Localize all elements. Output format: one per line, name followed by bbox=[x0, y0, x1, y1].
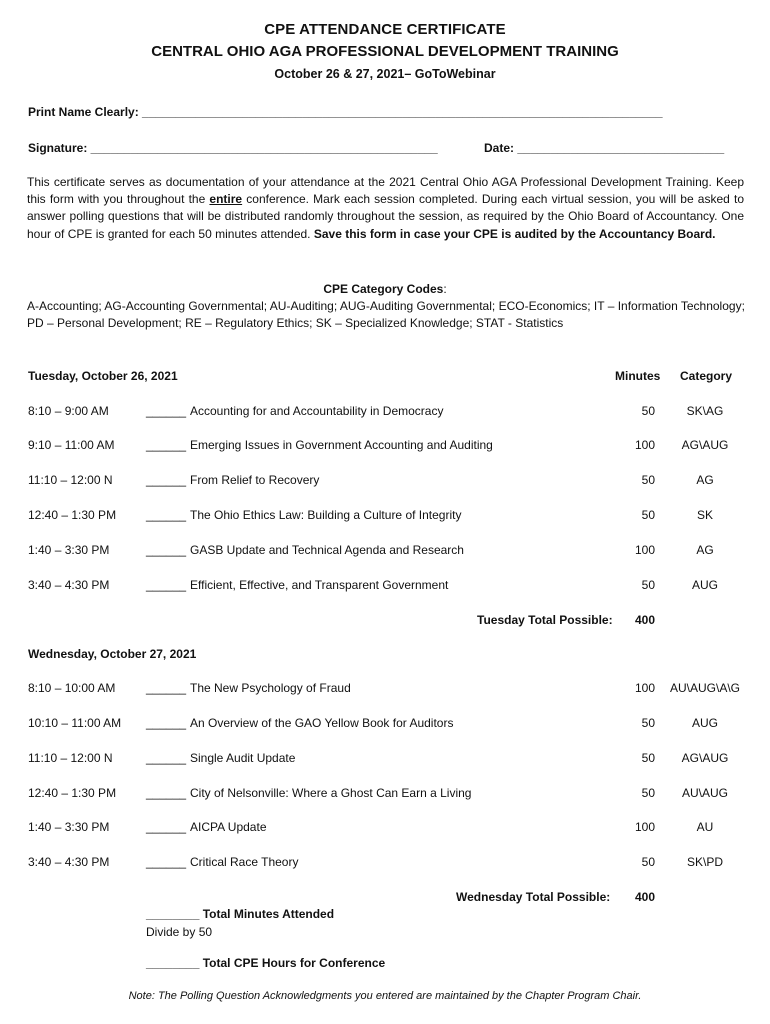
session-checkoff-blank[interactable]: ______ bbox=[146, 786, 187, 800]
session-checkoff-blank[interactable]: ______ bbox=[146, 404, 187, 418]
session-time: 1:40 – 3:30 PM bbox=[28, 543, 110, 557]
session-minutes: 50 bbox=[641, 508, 655, 522]
tuesday-total-value: 400 bbox=[634, 613, 655, 627]
session-row bbox=[0, 473, 770, 491]
session-category: AG\AUG bbox=[681, 751, 729, 765]
category-codes-list: A-Accounting; AG-Accounting Governmental; AU-Auditing; AUG-Auditing Governmental; ECO-Economics; IT – Information Technology; PD – Personal Development; RE – Regulatory Ethics; SK – Specialized Knowledge; STAT - Statistics bbox=[27, 299, 745, 330]
category-column-header: Category bbox=[680, 369, 733, 383]
session-minutes: 100 bbox=[634, 543, 655, 557]
session-row bbox=[0, 716, 770, 734]
minutes-column-header: Minutes bbox=[615, 369, 661, 383]
event-dates: October 26 & 27, 2021– GoToWebinar bbox=[274, 67, 496, 81]
certificate-title: CPE ATTENDANCE CERTIFICATE bbox=[264, 21, 506, 38]
session-title: GASB Update and Technical Agenda and Research bbox=[190, 543, 464, 557]
session-minutes: 50 bbox=[641, 855, 655, 869]
session-row bbox=[0, 786, 770, 804]
session-category: AU bbox=[696, 820, 714, 834]
session-checkoff-blank[interactable]: ______ bbox=[146, 543, 187, 557]
total-minutes-line bbox=[146, 907, 334, 921]
signature-field[interactable]: Signature: ____________________________________________________ bbox=[28, 141, 438, 155]
intro-text-2: conference. Mark each session completed. During each virtual session, you will be asked to answer polling questions that will be distributed randomly throughout the session, as required by the Ohio Board of Accountancy. One hour of CPE is granted for each 50 minutes attended. bbox=[27, 192, 744, 241]
session-minutes: 50 bbox=[641, 751, 655, 765]
session-title: The New Psychology of Fraud bbox=[190, 681, 351, 695]
session-row bbox=[0, 543, 770, 561]
session-category: AUG bbox=[691, 716, 718, 730]
session-title: AICPA Update bbox=[190, 820, 267, 834]
print-name-field[interactable]: Print Name Clearly: ______________________________________________________________________________ bbox=[28, 105, 663, 119]
session-row bbox=[0, 681, 770, 699]
total-minutes-blank[interactable]: ________ bbox=[146, 907, 200, 921]
session-checkoff-blank[interactable]: ______ bbox=[146, 820, 187, 834]
session-title: The Ohio Ethics Law: Building a Culture of Integrity bbox=[190, 508, 462, 522]
category-codes-heading-colon: : bbox=[443, 282, 447, 296]
total-cpe-blank[interactable]: ________ bbox=[146, 956, 200, 970]
session-row bbox=[0, 508, 770, 526]
session-time: 8:10 – 9:00 AM bbox=[28, 404, 109, 418]
session-time: 10:10 – 11:00 AM bbox=[28, 716, 122, 730]
session-minutes: 50 bbox=[641, 404, 655, 418]
session-time: 8:10 – 10:00 AM bbox=[28, 681, 116, 695]
session-title: City of Nelsonville: Where a Ghost Can Earn a Living bbox=[190, 786, 472, 800]
session-checkoff-blank[interactable]: ______ bbox=[146, 855, 187, 869]
session-minutes: 100 bbox=[634, 820, 655, 834]
intro-emphasis: entire bbox=[209, 192, 243, 207]
category-codes-heading bbox=[0, 282, 770, 296]
session-title: An Overview of the GAO Yellow Book for Auditors bbox=[190, 716, 454, 730]
category-codes-heading-text: CPE Category Codes bbox=[323, 282, 444, 296]
session-minutes: 50 bbox=[641, 716, 655, 730]
session-row bbox=[0, 404, 770, 422]
divide-instruction: Divide by 50 bbox=[146, 925, 213, 939]
session-row bbox=[0, 855, 770, 873]
intro-bold-tail: Save this form in case your CPE is audited by the Accountancy Board. bbox=[313, 226, 716, 241]
session-category: AG bbox=[696, 473, 714, 487]
session-title: Single Audit Update bbox=[190, 751, 296, 765]
session-time: 9:10 – 11:00 AM bbox=[28, 438, 115, 452]
session-checkoff-blank[interactable]: ______ bbox=[146, 438, 187, 452]
session-category: SK\PD bbox=[686, 855, 723, 869]
total-cpe-line bbox=[146, 956, 385, 970]
session-row bbox=[0, 820, 770, 838]
session-time: 3:40 – 4:30 PM bbox=[28, 855, 110, 869]
wednesday-heading: Wednesday, October 27, 2021 bbox=[28, 647, 197, 661]
tuesday-total-label: Tuesday Total Possible: bbox=[477, 613, 613, 627]
session-checkoff-blank[interactable]: ______ bbox=[146, 681, 187, 695]
session-category: AU\AUG bbox=[681, 786, 728, 800]
session-minutes: 100 bbox=[634, 681, 655, 695]
session-time: 1:40 – 3:30 PM bbox=[28, 820, 110, 834]
session-minutes: 50 bbox=[641, 786, 655, 800]
session-row bbox=[0, 438, 770, 456]
intro-paragraph bbox=[27, 174, 744, 243]
session-minutes: 50 bbox=[641, 578, 655, 592]
wednesday-total-label: Wednesday Total Possible: bbox=[456, 890, 611, 904]
session-time: 12:40 – 1:30 PM bbox=[28, 508, 117, 522]
session-checkoff-blank[interactable]: ______ bbox=[146, 473, 187, 487]
session-title: Critical Race Theory bbox=[190, 855, 299, 869]
session-time: 12:40 – 1:30 PM bbox=[28, 786, 117, 800]
tuesday-heading: Tuesday, October 26, 2021 bbox=[28, 369, 178, 383]
session-title: Emerging Issues in Government Accounting and Auditing bbox=[190, 438, 493, 452]
session-row bbox=[0, 751, 770, 769]
session-title: From Relief to Recovery bbox=[190, 473, 320, 487]
intro-text-1: This certificate serves as documentation of your attendance at the 2021 Central Ohio AGA Professional Development Training. Keep this form with you throughout the bbox=[27, 175, 744, 207]
session-time: 3:40 – 4:30 PM bbox=[28, 578, 110, 592]
session-category: AG\AUG bbox=[681, 438, 729, 452]
session-checkoff-blank[interactable]: ______ bbox=[146, 751, 187, 765]
session-title: Accounting for and Accountability in Democracy bbox=[190, 404, 444, 418]
session-checkoff-blank[interactable]: ______ bbox=[146, 578, 187, 592]
wednesday-total-value: 400 bbox=[634, 890, 655, 904]
session-category: SK\AG bbox=[686, 404, 724, 418]
total-minutes-label: Total Minutes Attended bbox=[202, 907, 335, 921]
session-minutes: 100 bbox=[634, 438, 655, 452]
session-title: Efficient, Effective, and Transparent Government bbox=[190, 578, 449, 592]
session-checkoff-blank[interactable]: ______ bbox=[146, 716, 187, 730]
session-category: AUG bbox=[691, 578, 718, 592]
session-minutes: 50 bbox=[641, 473, 655, 487]
date-field[interactable]: Date: _______________________________ bbox=[484, 141, 725, 155]
session-category: SK bbox=[696, 508, 713, 522]
total-cpe-label: Total CPE Hours for Conference bbox=[202, 956, 386, 970]
certificate-subtitle: CENTRAL OHIO AGA PROFESSIONAL DEVELOPMENT TRAINING bbox=[151, 43, 619, 60]
session-category: AG bbox=[696, 543, 714, 557]
session-category: AU\AUG\A\G bbox=[669, 681, 740, 695]
session-time: 11:10 – 12:00 N bbox=[28, 473, 113, 487]
session-checkoff-blank[interactable]: ______ bbox=[146, 508, 187, 522]
footer-note: Note: The Polling Question Acknowledgments you entered are maintained by the Chapter Program Chair. bbox=[128, 990, 642, 1002]
session-row bbox=[0, 578, 770, 596]
session-time: 11:10 – 12:00 N bbox=[28, 751, 113, 765]
